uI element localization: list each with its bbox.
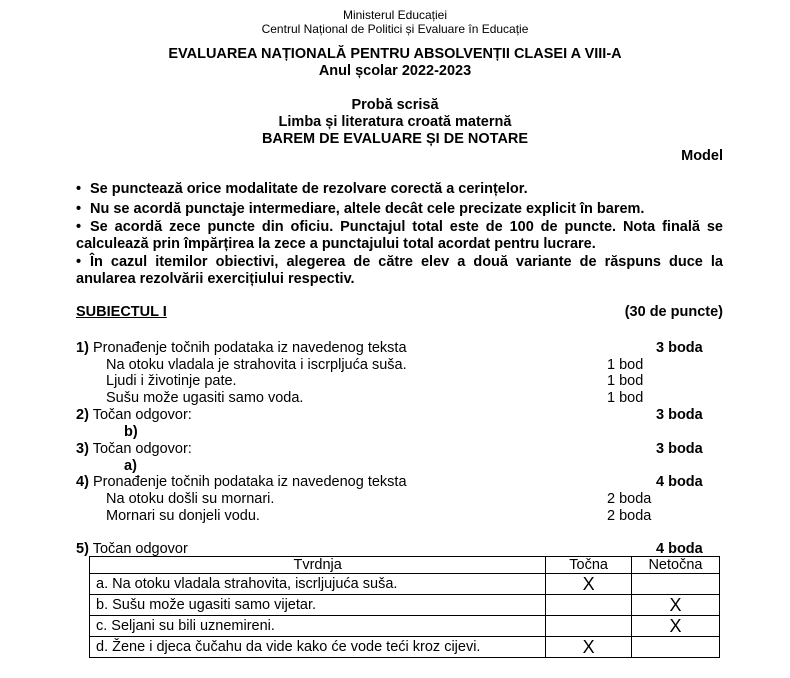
tocna-mark — [546, 616, 632, 637]
rule-3: • Se acordă zece puncte din oficiu. Punctajul total este de 100 de puncte. Nota finală se — [76, 219, 723, 235]
header-netocna: Netočna — [631, 557, 719, 574]
tocna-mark: X — [546, 574, 632, 595]
netocna-mark: X — [631, 616, 719, 637]
q1-line: 1) Pronađenje točnih podataka iz navedenog teksta — [76, 340, 407, 356]
subject-name: Limba și literatura croată maternă — [278, 114, 512, 130]
q2-points: 3 boda — [656, 407, 703, 423]
q5-points: 4 boda — [656, 541, 703, 557]
q4-answer-2: Mornari su donjeli vodu. — [106, 508, 260, 524]
rule-1: • Se punctează orice modalitate de rezolvare corectă a cerințelor. — [76, 181, 528, 197]
q1-answer-2-pts: 1 bod — [607, 373, 644, 389]
tocna-mark: X — [546, 637, 632, 658]
rule-4: • În cazul itemilor obiectivi, alegerea de către elev a două variante de răspuns duce la — [76, 254, 723, 270]
proba-scrisa: Probă scrisă — [351, 97, 439, 113]
q3-points: 3 boda — [656, 441, 703, 457]
model-label: Model — [681, 148, 723, 164]
section-title: SUBIECTUL I — [76, 304, 167, 320]
table-row — [90, 616, 720, 637]
header-tvrdnja: Tvrdnja — [90, 557, 546, 574]
q2-answer: b) — [124, 424, 138, 440]
rule-4-cont: anularea rezolvării exercițiului respectiv. — [76, 271, 355, 287]
q4-points: 4 boda — [656, 474, 703, 490]
school-year: Anul școlar 2022-2023 — [318, 63, 472, 79]
center-header: Centrul Național de Politici și Evaluare în Educație — [261, 22, 529, 36]
q2-line: 2) Točan odgovor: — [76, 407, 192, 423]
netocna-mark — [631, 574, 719, 595]
q1-answer-1-pts: 1 bod — [607, 357, 644, 373]
q3-line: 3) Točan odgovor: — [76, 441, 192, 457]
header-tocna: Točna — [546, 557, 632, 574]
barem-title: BAREM DE EVALUARE ȘI DE NOTARE — [261, 131, 529, 147]
netocna-mark: X — [631, 595, 719, 616]
tocna-mark — [546, 595, 632, 616]
q1-answer-3-pts: 1 bod — [607, 390, 644, 406]
table-row — [90, 637, 720, 658]
q1-points: 3 boda — [656, 340, 703, 356]
q4-line: 4) Pronađenje točnih podataka iz navedenog teksta — [76, 474, 407, 490]
table-row — [90, 595, 720, 616]
statement-cell: d. Žene i djeca čučahu da vide kako će vode teći kroz cijevi. — [90, 637, 546, 658]
rule-3-cont: calculează prin împărțirea la zece a punctajului total acordat pentru lucrare. — [76, 236, 596, 252]
ministry-header: Ministerul Educației — [342, 8, 448, 22]
table-row — [90, 574, 720, 595]
q1-answer-2: Ljudi i životinje pate. — [106, 373, 237, 389]
section-header — [76, 304, 723, 320]
table-header-row — [90, 557, 720, 574]
statement-cell: b. Sušu može ugasiti samo vijetar. — [90, 595, 546, 616]
statement-cell: c. Seljani su bili uznemireni. — [90, 616, 546, 637]
q3-answer: a) — [124, 458, 137, 474]
exam-title: EVALUAREA NAȚIONALĂ PENTRU ABSOLVENȚII CLASEI A VIII-A — [168, 46, 622, 62]
q5-line: 5) Točan odgovor — [76, 541, 188, 557]
q4-answer-1-pts: 2 boda — [607, 491, 652, 507]
rule-2: • Nu se acordă punctaje intermediare, altele decât cele precizate explicit în barem. — [76, 201, 645, 217]
section-points: (30 de puncte) — [624, 304, 723, 320]
netocna-mark — [631, 637, 719, 658]
q1-answer-3: Sušu može ugasiti samo voda. — [106, 390, 304, 406]
q1-answer-1: Na otoku vladala je strahovita i iscrpljuća suša. — [106, 357, 407, 373]
statement-cell: a. Na otoku vladala strahovita, iscrljujuća suša. — [90, 574, 546, 595]
answer-table — [89, 556, 720, 658]
q4-answer-2-pts: 2 boda — [607, 508, 652, 524]
q4-answer-1: Na otoku došli su mornari. — [106, 491, 275, 507]
